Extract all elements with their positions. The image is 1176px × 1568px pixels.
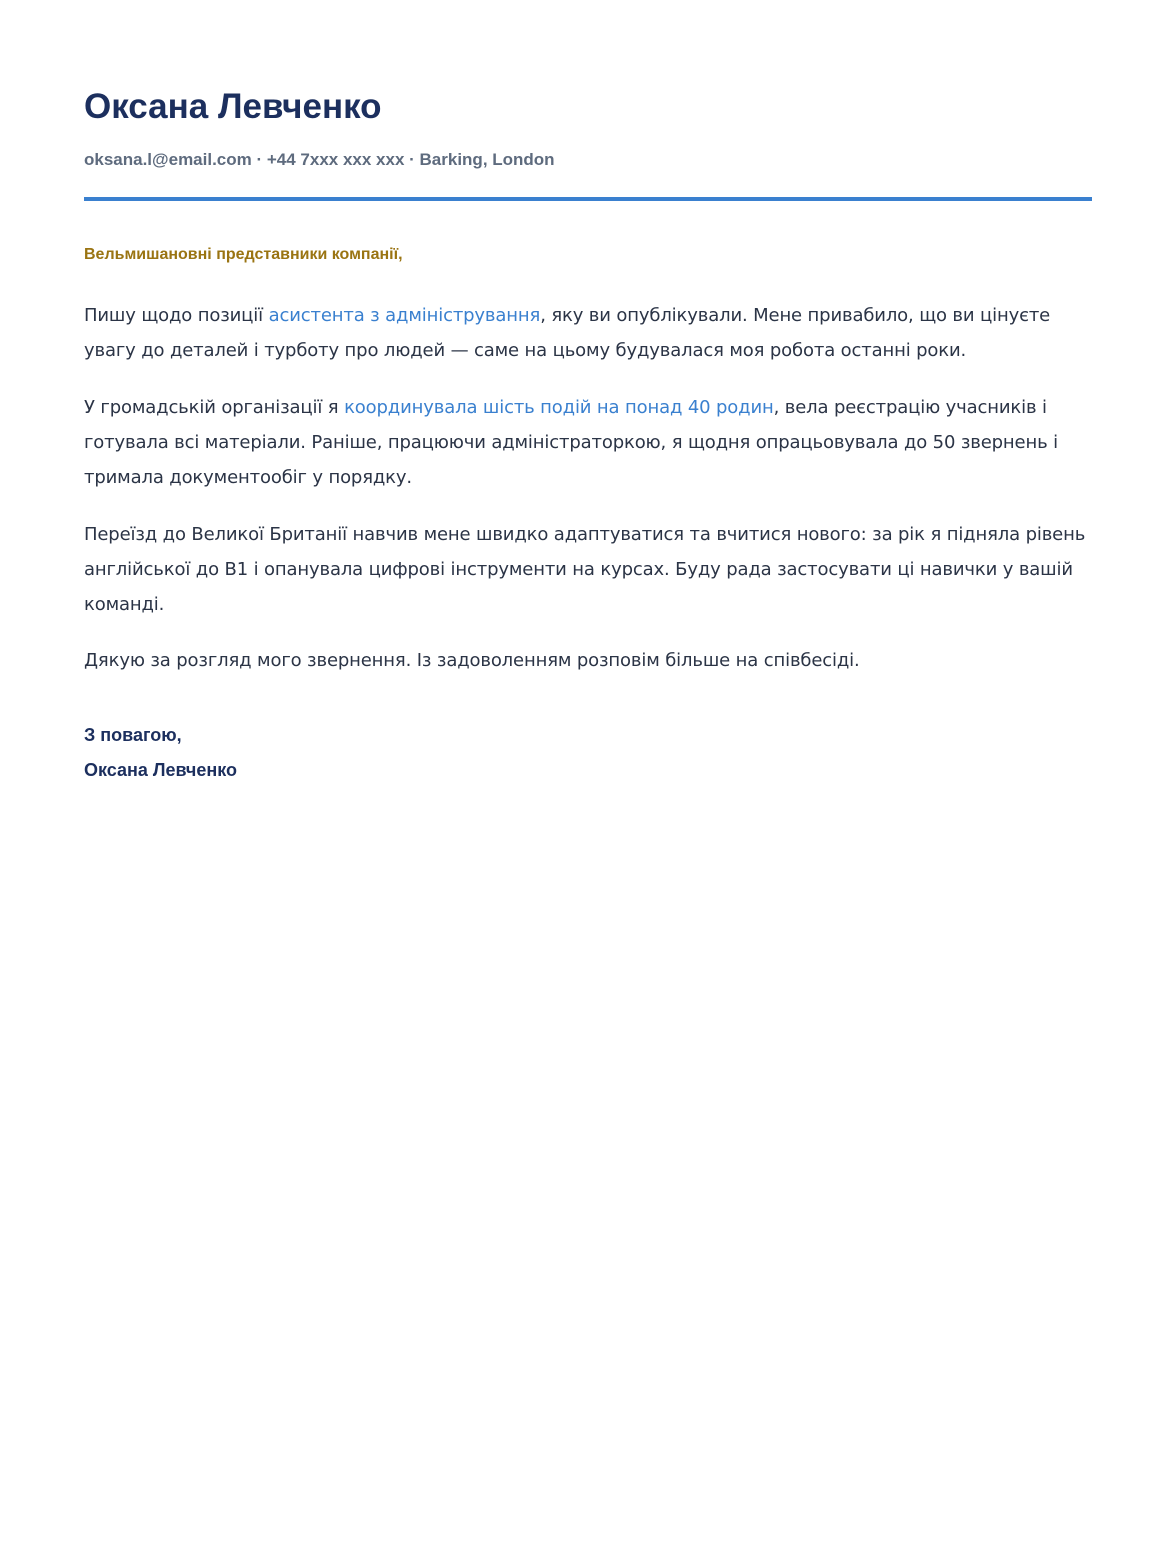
signature: Оксана Левченко [84, 760, 238, 780]
closing-block [84, 718, 237, 788]
paragraph-3: Переїзд до Великої Британії навчив мене швидко адаптуватися та вчитися нового: за рік я підняла рівень англійської до B1 і опанувала цифрові інструменти на курсах. Буду рада застосувати ці навички у вашій команді. [84, 524, 1086, 615]
paragraph-1 [84, 298, 1092, 368]
greeting: Вельмишановні представники компанії, [84, 246, 403, 263]
paragraph-2-text-start: У громадській організації я [84, 397, 345, 418]
paragraph-4: Дякую за розгляд мого звернення. Із задоволенням розповім більше на співбесіді. [84, 650, 860, 671]
paragraph-1-text-start: Пишу щодо позиції [84, 305, 269, 326]
paragraph-1-highlight: асистента з адміністрування [268, 305, 541, 326]
applicant-name: Оксана Левченко [84, 87, 382, 126]
paragraph-2-text-end: , вела реєстрацію учасників і готувала всі матеріали. Раніше, працюючи адміністраторкою, я щодня опрацьовувала до 50 звернень і тримала документообіг у порядку. [84, 397, 1058, 488]
paragraph-2-highlight: координувала шість подій на понад 40 родин [344, 397, 774, 418]
paragraph-1-text-end: , яку ви опублікували. Мене привабило, що ви цінуєте увагу до деталей і турботу про людей — саме на цьому будувалася моя робота останні роки. [84, 305, 1051, 361]
closing-phrase: З повагою, [84, 725, 182, 745]
header-divider [84, 197, 1092, 201]
paragraph-2 [84, 390, 1092, 495]
contact-line: oksana.l@email.com · +44 7xxx xxx xxx · Barking, London [84, 150, 555, 169]
